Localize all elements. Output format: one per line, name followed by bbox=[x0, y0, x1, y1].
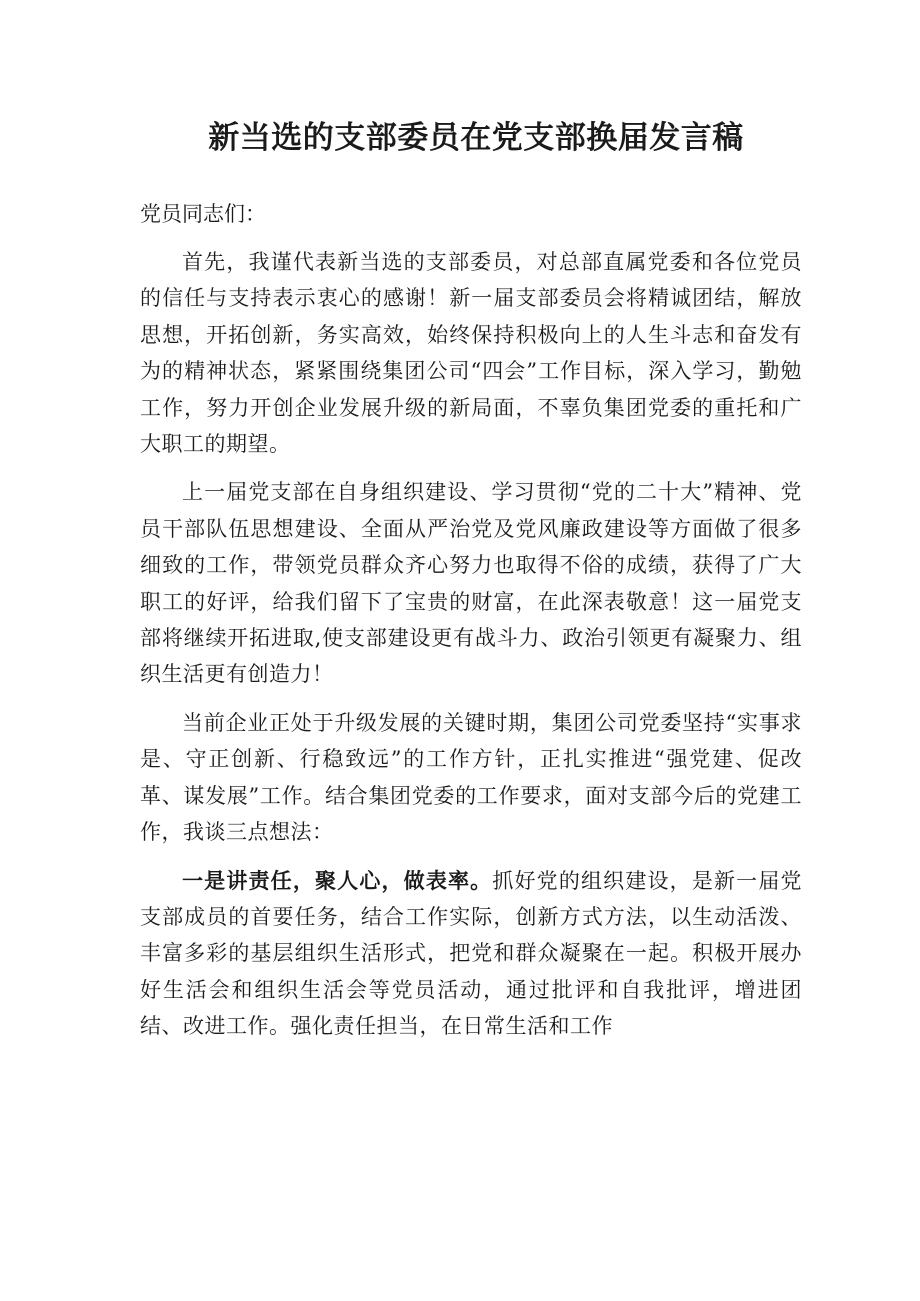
paragraph-1 bbox=[140, 244, 802, 462]
paragraph-4 bbox=[140, 863, 802, 1045]
paragraph-lead-bold: 一是讲责任，聚人心，做表率。 bbox=[182, 867, 493, 893]
paragraph-text: 上一届党支部在自身组织建设、学习贯彻“党的二十大”精神、党员干部队伍思想建设、全面从严治党及党风廉政建设等方面做了很多细致的工作，带领党员群众齐心努力也取得不俗的成绩，获得了广大职工的好评，给我们留下了宝贵的财富，在此深表敬意！这一届党支部将继续开拓进取,使支部建设更有战斗力、政治引领更有凝聚力、组织生活更有创造力！ bbox=[140, 480, 802, 687]
paragraph-text: 首先，我谨代表新当选的支部委员，对总部直属党委和各位党员的信任与支持表示衷心的感谢！新一届支部委员会将精诚团结，解放思想，开拓创新，务实高效，始终保持积极向上的人生斗志和奋发有为的精神状态，紧紧围绕集团公司“四会”工作目标，深入学习，勤勉工作，努力开创企业发展升级的新局面，不辜负集团党委的重托和广大职工的期望。 bbox=[140, 250, 802, 457]
paragraph-3 bbox=[140, 705, 802, 851]
document-title: 新当选的支部委员在党支部换届发言稿 bbox=[208, 120, 744, 156]
paragraph-text: 当前企业正处于升级发展的关键时期，集团公司党委坚持“实事求是、守正创新、行稳致远”的工作方针，正扎实推进“强党建、促改革、谋发展”工作。结合集团党委的工作要求，面对支部今后的党建工作，我谈三点想法： bbox=[140, 710, 802, 845]
salutation: 党员同志们： bbox=[140, 202, 266, 226]
paragraph-text: 抓好党的组织建设，是新一届党支部成员的首要任务，结合工作实际，创新方式方法，以生动活泼、丰富多彩的基层组织生活形式，把党和群众凝聚在一起。积极开展办好生活会和组织生活会等党员活动，通过批评和自我批评，增进团结、改进工作。强化责任担当，在日常生活和工作 bbox=[140, 868, 803, 1039]
paragraph-2 bbox=[140, 474, 802, 692]
